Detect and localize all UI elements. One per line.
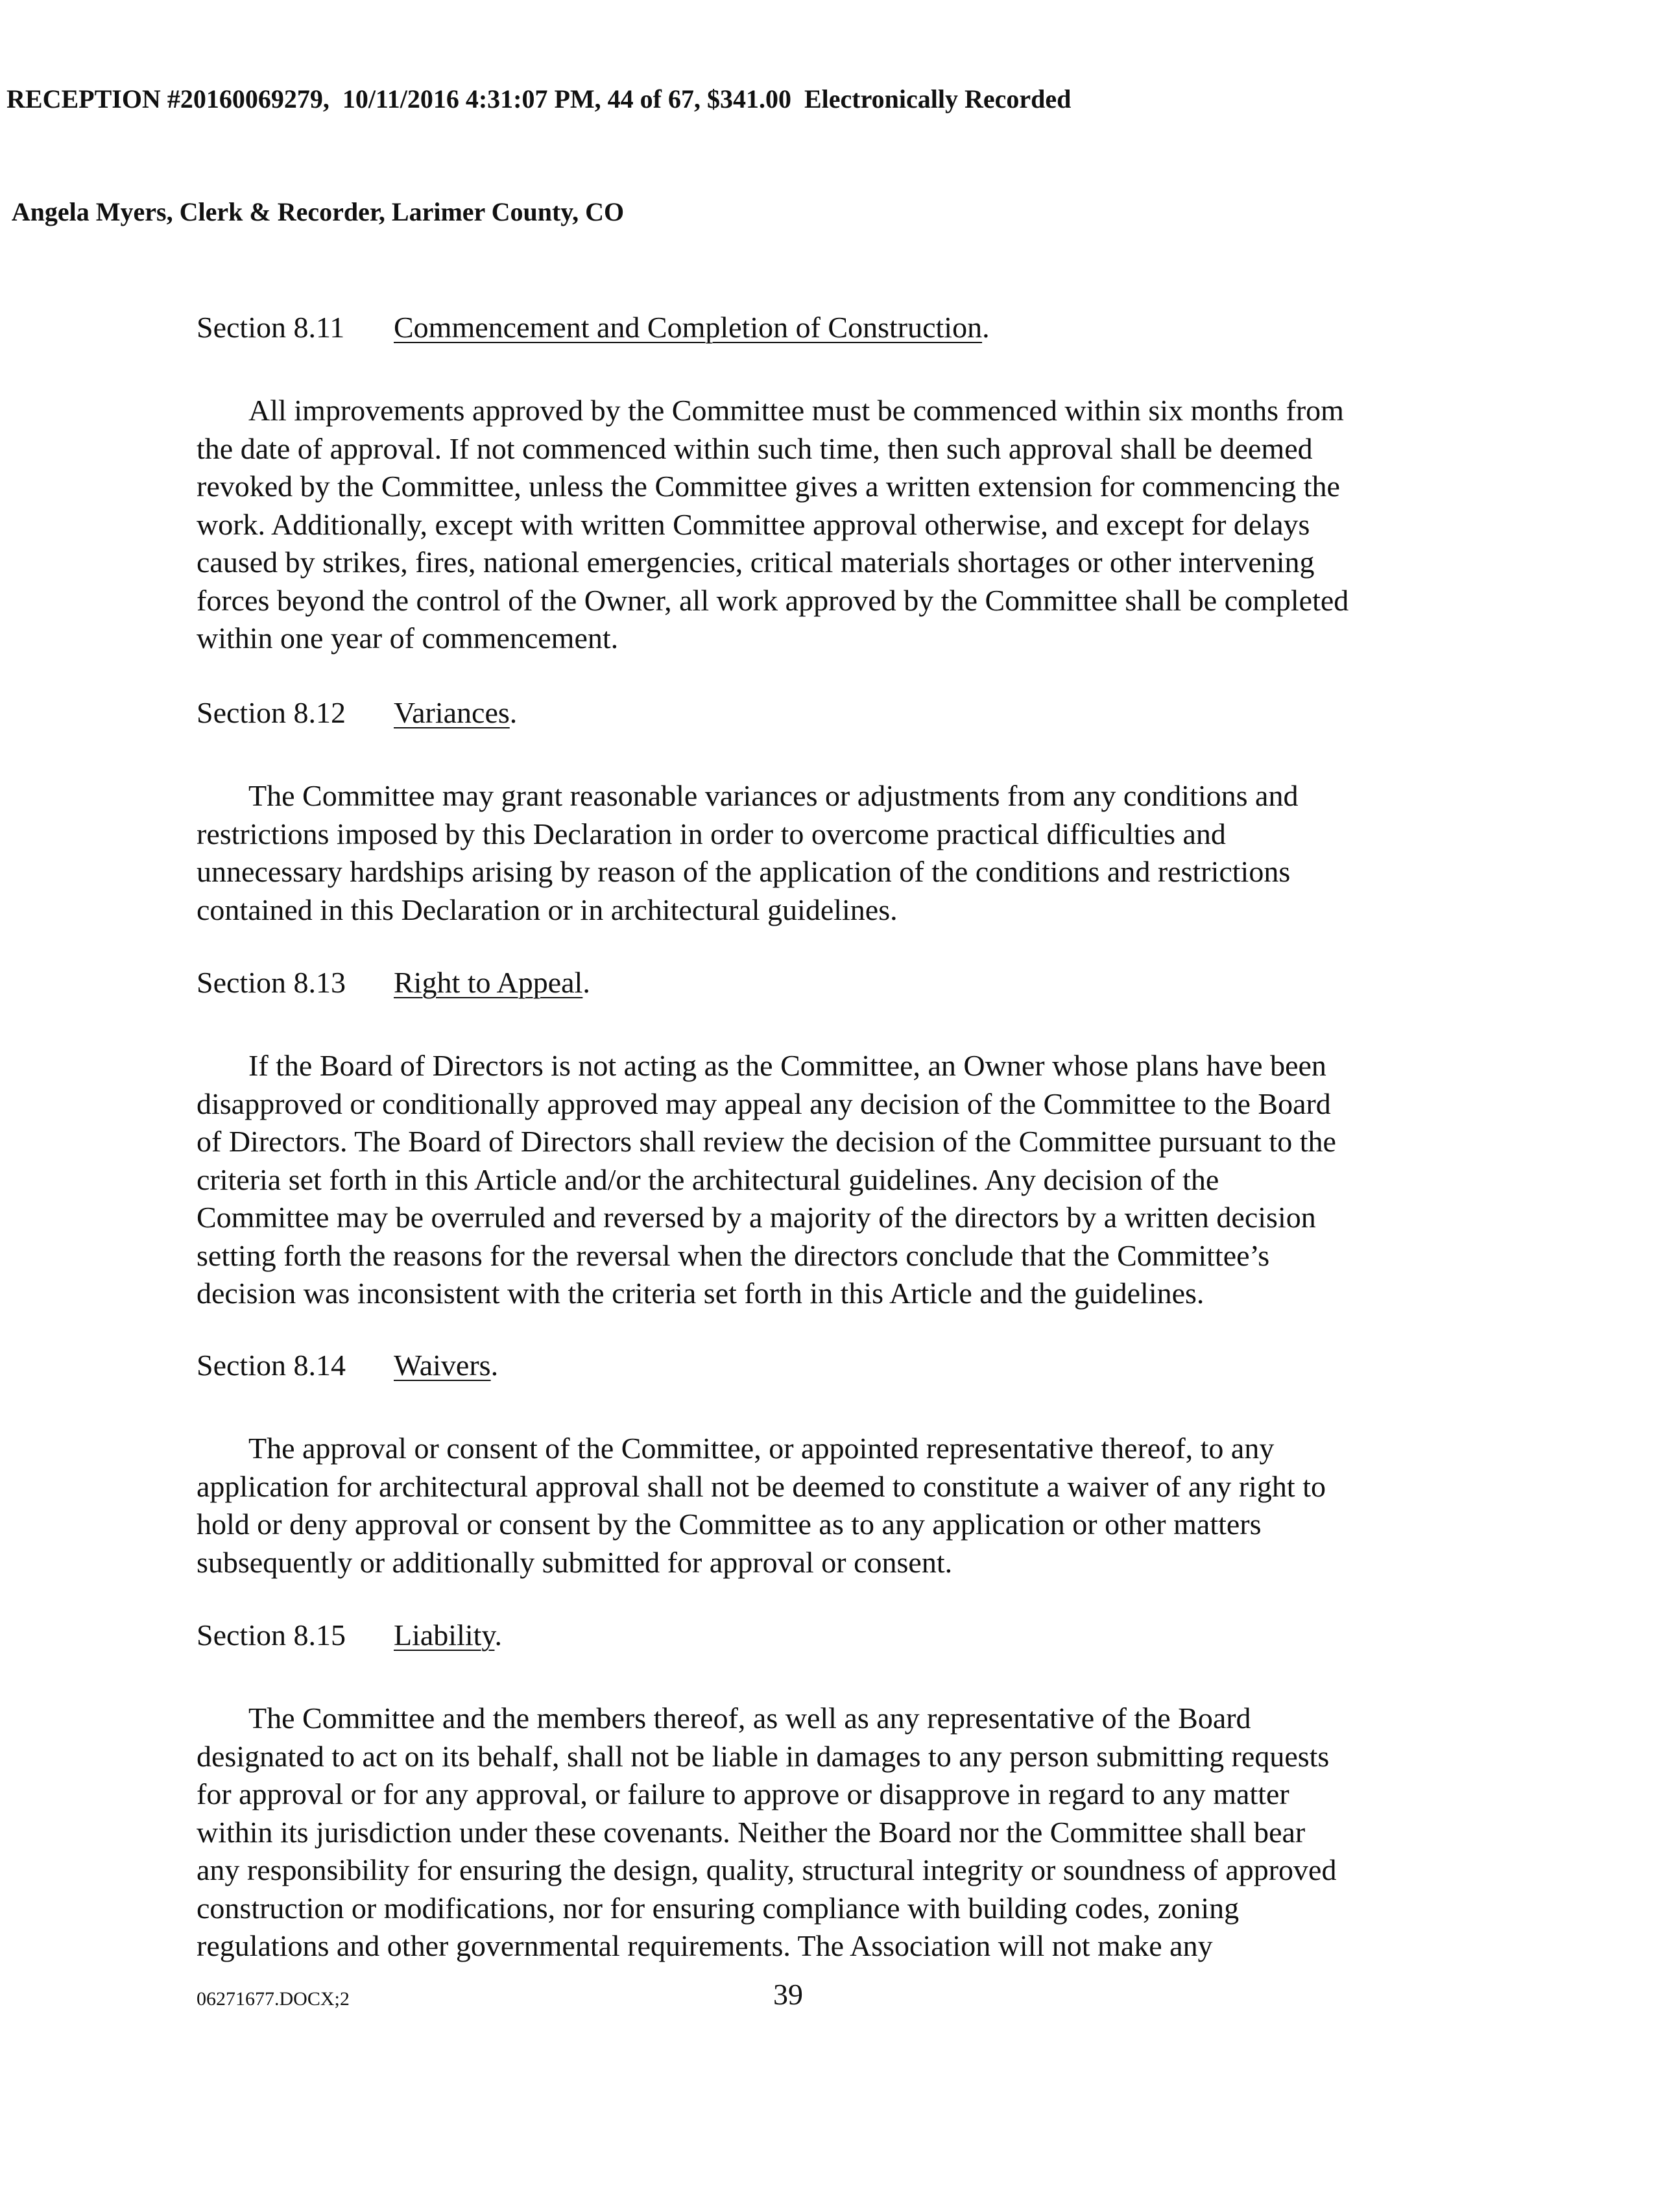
section-heading-8-11 xyxy=(197,309,990,347)
paragraph-line: designated to act on its behalf, shall not be liable in damages to any person submitting requests xyxy=(197,1739,1330,1773)
page-number: 39 xyxy=(773,1978,803,2011)
section-title-period: . xyxy=(982,311,990,344)
section-title: Variances xyxy=(394,696,510,729)
paragraph-line: work. Additionally, except with written Committee approval otherwise, and except for delays xyxy=(197,507,1310,541)
section-number: Section 8.11 xyxy=(197,311,345,344)
section-paragraph-8-11 xyxy=(197,392,1478,658)
section-number: Section 8.13 xyxy=(197,966,346,999)
section-paragraph-8-13 xyxy=(197,1047,1478,1313)
section-heading-8-15 xyxy=(197,1617,502,1655)
paragraph-line: the date of approval. If not commenced within such time, then such approval shall be deemed xyxy=(197,431,1313,465)
section-heading-8-13 xyxy=(197,964,590,1002)
paragraph-line: contained in this Declaration or in architectural guidelines. xyxy=(197,893,898,926)
section-heading-8-14 xyxy=(197,1347,498,1385)
paragraph-line: forces beyond the control of the Owner, all work approved by the Committee shall be completed xyxy=(197,583,1349,617)
paragraph-line: construction or modifications, nor for ensuring compliance with building codes, zoning xyxy=(197,1891,1240,1925)
paragraph-line: hold or deny approval or consent by the Committee as to any application or other matters xyxy=(197,1508,1262,1541)
paragraph-line: setting forth the reasons for the reversal when the directors conclude that the Committee’s xyxy=(197,1238,1270,1272)
section-title-period: . xyxy=(582,966,590,999)
section-title-period: . xyxy=(490,1349,499,1382)
paragraph-line: The Committee may grant reasonable variances or adjustments from any conditions and xyxy=(248,779,1299,812)
section-number: Section 8.12 xyxy=(197,696,346,729)
section-number: Section 8.15 xyxy=(197,1618,346,1652)
paragraph-line: revoked by the Committee, unless the Committee gives a written extension for commencing the xyxy=(197,470,1340,503)
section-title-period: . xyxy=(494,1618,502,1652)
paragraph-line: caused by strikes, fires, national emergencies, critical materials shortages or other intervening xyxy=(197,546,1315,579)
paragraph-line: any responsibility for ensuring the design, quality, structural integrity or soundness of approved xyxy=(197,1853,1337,1886)
section-paragraph-8-15 xyxy=(197,1700,1478,1966)
section-number: Section 8.14 xyxy=(197,1349,346,1382)
paragraph-line: disapproved or conditionally approved may appeal any decision of the Committee to the Board xyxy=(197,1087,1331,1120)
paragraph-line: regulations and other governmental requirements. The Association will not make any xyxy=(197,1929,1213,1962)
section-paragraph-8-14 xyxy=(197,1430,1478,1581)
paragraph-line: within one year of commencement. xyxy=(197,621,619,655)
paragraph-line: The Committee and the members thereof, as well as any representative of the Board xyxy=(248,1701,1251,1735)
paragraph-line: unnecessary hardships arising by reason of the application of the conditions and restrictions xyxy=(197,855,1291,888)
recording-stamp-line-2: Angela Myers, Clerk & Recorder, Larimer County, CO xyxy=(6,197,625,226)
section-title: Right to Appeal xyxy=(394,966,583,999)
paragraph-line: subsequently or additionally submitted for approval or consent. xyxy=(197,1545,953,1579)
paragraph-line: criteria set forth in this Article and/or the architectural guidelines. Any decision of the xyxy=(197,1162,1219,1196)
paragraph-line: All improvements approved by the Committee must be commenced within six months from xyxy=(248,394,1344,427)
paragraph-line: of Directors. The Board of Directors shall review the decision of the Committee pursuant to the xyxy=(197,1125,1336,1158)
paragraph-line: decision was inconsistent with the criteria set forth in this Article and the guidelines. xyxy=(197,1277,1205,1310)
section-paragraph-8-12 xyxy=(197,777,1478,929)
paragraph-line: The approval or consent of the Committee, or appointed representative thereof, to any xyxy=(248,1432,1275,1465)
section-heading-8-12 xyxy=(197,694,517,732)
recording-stamp xyxy=(6,5,1071,306)
paragraph-line: If the Board of Directors is not acting as the Committee, an Owner whose plans have been xyxy=(248,1049,1326,1082)
section-title: Liability xyxy=(394,1618,495,1652)
paragraph-line: application for architectural approval shall not be deemed to constitute a waiver of any right to xyxy=(197,1469,1326,1503)
footer-document-id: 06271677.DOCX;2 xyxy=(197,1988,350,2010)
paragraph-line: for approval or for any approval, or failure to approve or disapprove in regard to any matter xyxy=(197,1777,1289,1810)
paragraph-line: restrictions imposed by this Declaration in order to overcome practical difficulties and xyxy=(197,817,1226,850)
paragraph-line: within its jurisdiction under these covenants. Neither the Board nor the Committee shall bear xyxy=(197,1815,1306,1849)
section-title: Commencement and Completion of Construction xyxy=(394,311,983,344)
section-title-period: . xyxy=(509,696,518,729)
recording-stamp-line-1: RECEPTION #20160069279, 10/11/2016 4:31:07 PM, 44 of 67, $341.00 Electronically Recorded xyxy=(6,84,1072,114)
paragraph-line: Committee may be overruled and reversed by a majority of the directors by a written decision xyxy=(197,1201,1316,1234)
section-title: Waivers xyxy=(394,1349,491,1382)
